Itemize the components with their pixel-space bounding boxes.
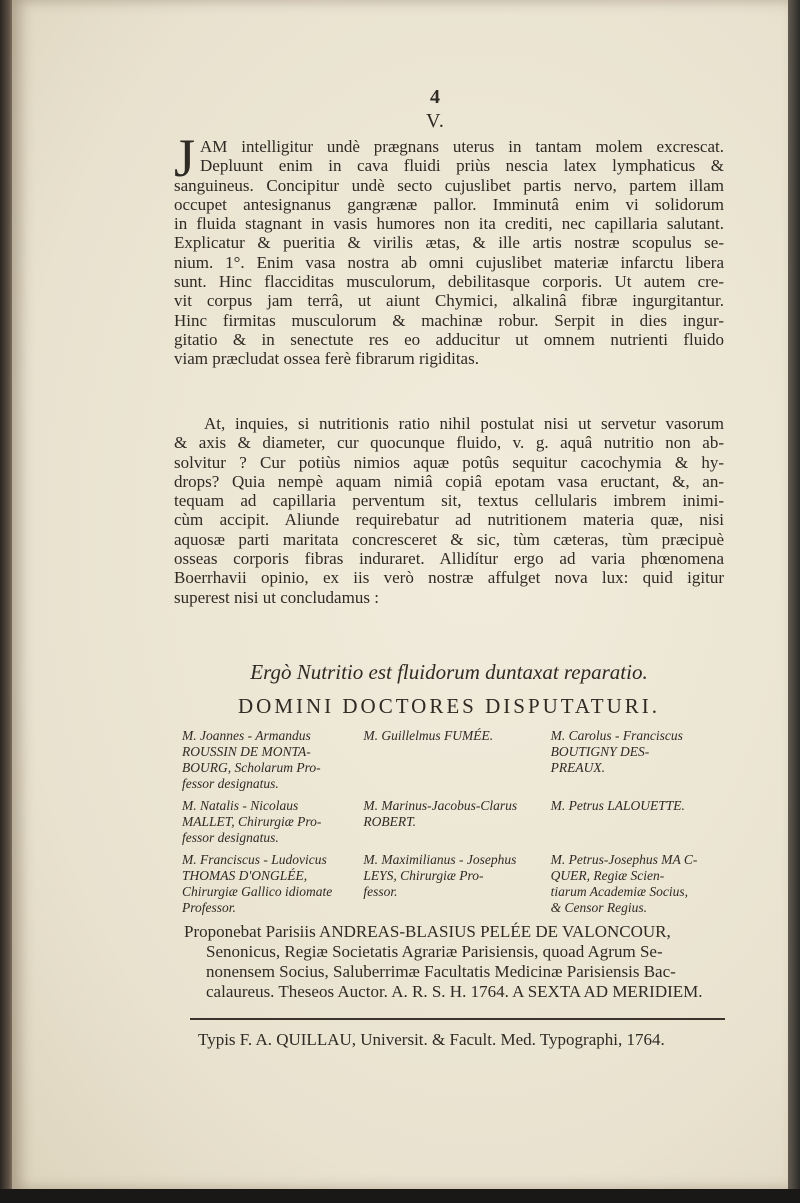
paragraph-line: vit corpus jam terrâ, ut aiunt Chymici, alkalinâ fibræ ingurgitantur. — [174, 291, 724, 311]
paragraph-line: gitatio & in senectute res eo adducitur ut omnem nutrienti fluido — [174, 329, 724, 349]
proponebat-line: calaureus. Theseos Auctor. A. R. S. H. 1764. A SEXTA AD MERIDIEM. — [206, 982, 703, 1001]
doctor-entry — [182, 728, 361, 792]
doctor-line: tiarum Academiæ Socius, — [550, 884, 689, 899]
paragraph-line: Explicatur & pueritia & virilis ætas, & ille artis nostræ scopulus se- — [174, 233, 724, 253]
section-title: V. — [426, 110, 445, 132]
doctor-line: BOUTIGNY DES- — [550, 744, 650, 759]
proponebat-line: Senonicus, Regiæ Societatis Agrariæ Parisiensis, quoad Agrum Se- — [206, 942, 663, 961]
paragraph-line: osseas corporis fibras induraret. Allidítur ergo ad varia phœnomena — [174, 549, 724, 569]
doctor-entry — [182, 798, 361, 846]
doctor-line: M. Natalis - Nicolaus — [182, 798, 299, 813]
proponebat-line: nonensem Socius, Saluberrimæ Facultatis Medicinæ Parisiensis Bac- — [206, 962, 676, 981]
doctors-heading: DOMINI DOCTORES DISPUTATURI. — [237, 694, 661, 718]
doctor-line: ROBERT. — [363, 814, 416, 829]
doctor-line: M. Petrus-Josephus MA C- — [550, 852, 698, 867]
paragraph-line: nium. 1°. Enim vasa nostra ab omni cujuslibet materiæ infarctu libera — [174, 252, 724, 272]
doctor-line: BOURG, Scholarum Pro- — [182, 760, 321, 775]
doctor-line: MALLET, Chirurgiæ Pro- — [182, 814, 322, 829]
paragraph-line: tequam ad capillaria perventum sit, textus cellularis imbrem inimi- — [174, 491, 724, 511]
doctor-line: M. Franciscus - Ludovicus — [182, 852, 327, 867]
page-edge-bottom — [0, 1189, 800, 1203]
doctors-list — [182, 728, 727, 922]
horizontal-rule — [190, 1018, 725, 1020]
doctor-line: ROUSSIN DE MONTA- — [182, 744, 311, 759]
paragraph-2 — [174, 414, 724, 607]
page-number: 4 — [430, 86, 440, 108]
doctor-entry — [363, 852, 548, 916]
doctor-line: fessor designatus. — [182, 776, 279, 791]
page-edge-right — [786, 0, 800, 1203]
proponebat-block — [184, 922, 724, 1002]
paragraph-line: viam præcludat ossea ferè fibrarum rigiditas. — [174, 349, 479, 369]
paragraph-line: Depluunt enim in cava fluidi priùs nescia latex lymphaticus & — [200, 156, 724, 176]
paragraph-line: aquosæ parti maritata concresceret & sic, tùm cæteras, tùm præcipuè — [174, 529, 724, 549]
doctor-entry — [363, 798, 548, 846]
doctor-line: M. Carolus - Franciscus — [550, 728, 683, 743]
doctors-row — [182, 852, 727, 916]
paragraph-line: sanguineus. Concipitur undè secto cujuslibet partis nervo, partem illam — [174, 175, 724, 195]
paragraph-line: Hinc firmitas musculorum & machinæ robur. Serpit in dies ingur- — [174, 310, 724, 330]
doctor-line: LEYS, Chirurgiæ Pro- — [363, 868, 484, 883]
doctor-line: Chirurgiæ Gallico idiomate — [182, 884, 333, 899]
paragraph-1 — [174, 137, 724, 369]
doctor-line: Professor. — [182, 900, 236, 915]
paragraph-line: occupet antesignanus gangrænæ pallor. Imminutâ enim vi solidorum — [174, 194, 724, 214]
doctor-entry — [182, 852, 361, 916]
drop-cap: J — [174, 128, 196, 188]
paragraph-line: & axis & diameter, cur quocunque fluido, v. g. aquâ nutritio non ab- — [174, 433, 724, 453]
printer-imprint: Typis F. A. QUILLAU, Universit. & Facult. Med. Typographi, 1764. — [198, 1030, 665, 1049]
doctor-line: PREAUX. — [550, 760, 606, 775]
doctor-line: fessor. — [363, 884, 398, 899]
paragraph-line: cùm accipit. Aliunde requirebatur ad nutritionem materia quæ, nisi — [174, 510, 724, 530]
doctor-entry — [551, 798, 727, 846]
doctor-line: THOMAS D'ONGLÉE, — [182, 868, 308, 883]
book-page — [12, 0, 788, 1190]
doctor-line: M. Petrus LALOUETTE. — [550, 798, 685, 813]
paragraph-line: in fluida stagnant in vasis humores non ita crediti, nec capillaria salutant. — [174, 214, 724, 234]
doctor-line: fessor designatus. — [182, 830, 279, 845]
thesis-statement: Ergò Nutritio est fluidorum duntaxat reparatio. — [250, 660, 648, 684]
doctors-row — [182, 798, 727, 846]
doctors-row — [182, 728, 727, 792]
doctor-line: QUER, Regiæ Scien- — [550, 868, 665, 883]
doctor-line: M. Joannes - Armandus — [182, 728, 311, 743]
doctor-line: M. Marinus-Jacobus-Clarus — [363, 798, 518, 813]
doctor-line: M. Maximilianus - Josephus — [363, 852, 517, 867]
paragraph-line: At, inquies, si nutritionis ratio nihil postulat nisi ut servetur vasorum — [204, 414, 724, 433]
paragraph-line: solvitur ? Cur potiùs nimios aquæ potûs sequitur cacochymia & hy- — [174, 452, 724, 472]
doctor-entry — [363, 728, 548, 792]
doctor-line: M. Guillelmus FUMÉE. — [363, 728, 494, 743]
paragraph-line: sunt. Hinc flacciditas musculorum, debilitasque corporis. Ut autem cre- — [174, 272, 724, 292]
paragraph-line: superest nisi ut concludamus : — [174, 587, 379, 607]
paragraph-line: drops? Quia nempè aquam nimiâ copiâ epotam vasa eructant, &, an- — [174, 471, 724, 491]
proponebat-line: Proponebat Parisiis ANDREAS-BLASIUS PELÉE DE VALONCOUR, — [184, 922, 671, 941]
paragraph-line: Boerrhavii opinio, ex iis verò nostræ affulget nova lux: quid igitur — [174, 568, 724, 588]
doctor-entry — [551, 728, 727, 792]
doctor-entry — [551, 852, 727, 916]
doctor-line: & Censor Regius. — [550, 900, 648, 915]
paragraph-line: AM intelligitur undè prægnans uterus in tantam molem excrescat. — [200, 137, 724, 156]
